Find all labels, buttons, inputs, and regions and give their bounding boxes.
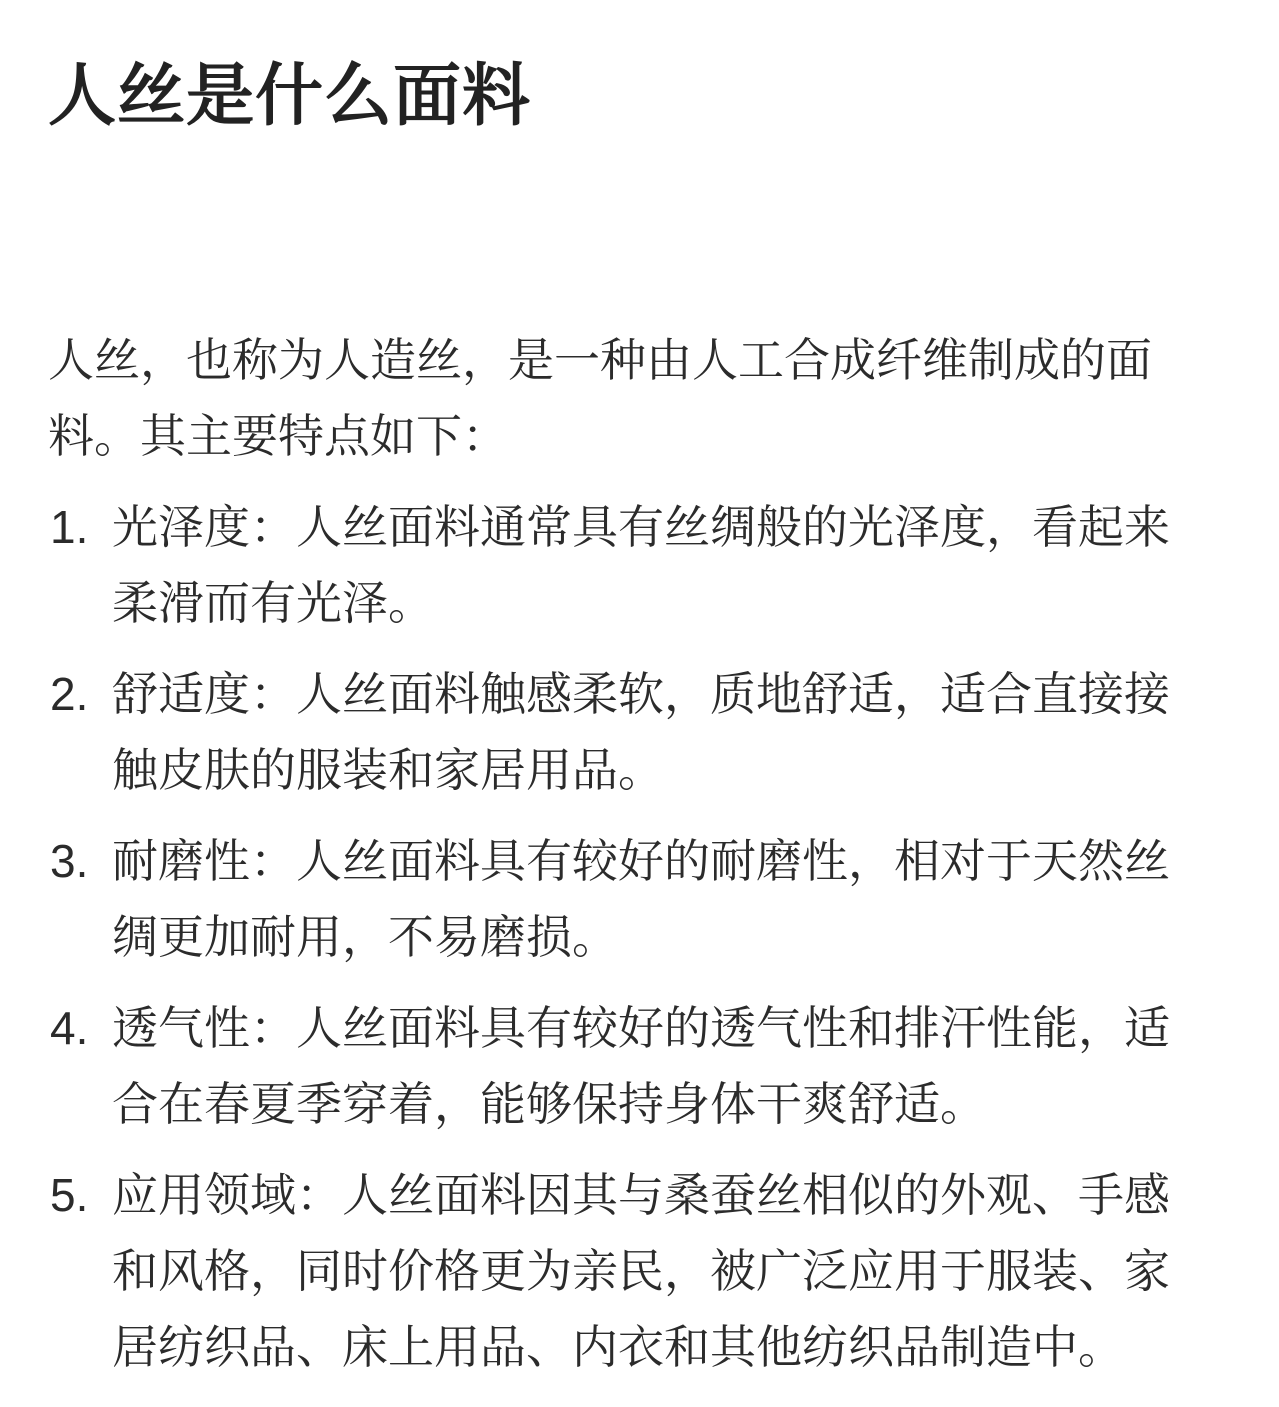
list-item-number: 2. <box>50 668 89 720</box>
list-item <box>48 656 1208 808</box>
list-item-text: 光泽度：人丝面料通常具有丝绸般的光泽度，看起来柔滑而有光泽。 <box>112 500 1170 630</box>
feature-list <box>48 489 1208 1400</box>
list-item-number: 3. <box>50 835 89 887</box>
intro-paragraph: 人丝，也称为人造丝，是一种由人工合成纤维制成的面料。其主要特点如下： <box>48 333 1152 463</box>
list-item-text: 耐磨性：人丝面料具有较好的耐磨性，相对于天然丝绸更加耐用，不易磨损。 <box>112 834 1170 964</box>
list-item-text: 舒适度：人丝面料触感柔软，质地舒适，适合直接接触皮肤的服装和家居用品。 <box>112 667 1170 797</box>
list-item <box>48 489 1208 641</box>
list-item <box>48 990 1208 1142</box>
list-item-text: 透气性：人丝面料具有较好的透气性和排汗性能，适合在春夏季穿着，能够保持身体干爽舒适。 <box>112 1001 1170 1131</box>
list-item <box>48 823 1208 975</box>
article-title: 人丝是什么面料 <box>48 57 532 136</box>
list-item-text: 应用领域：人丝面料因其与桑蚕丝相似的外观、手感和风格，同时价格更为亲民，被广泛应用于服装、家居纺织品、床上用品、内衣和其他纺织品制造中。 <box>112 1168 1170 1374</box>
list-item-number: 5. <box>50 1169 89 1221</box>
list-item-number: 4. <box>50 1002 89 1054</box>
list-item <box>48 1157 1208 1385</box>
list-item-number: 1. <box>50 501 89 553</box>
